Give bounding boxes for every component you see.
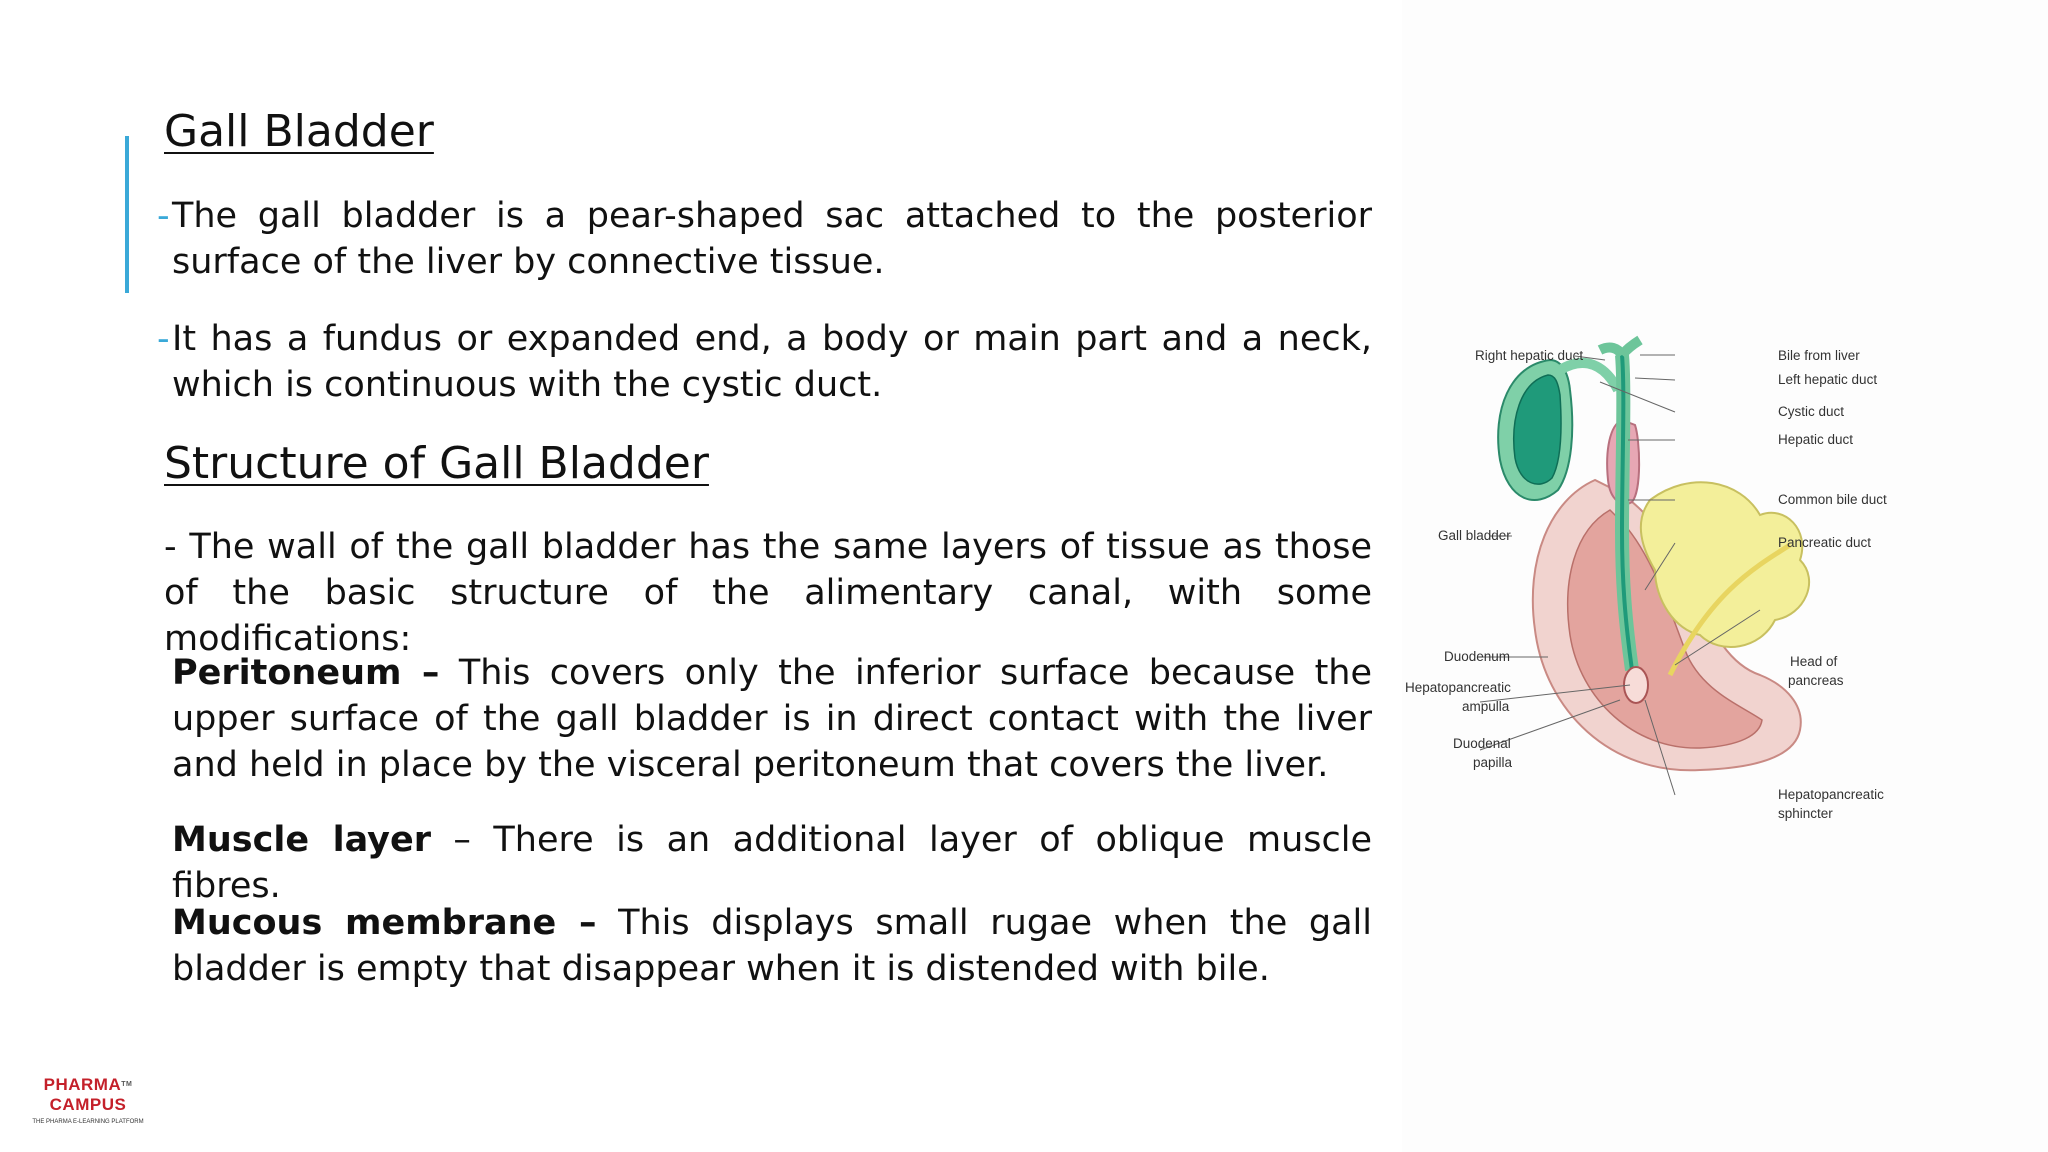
page-title: Gall Bladder bbox=[164, 106, 434, 157]
label-bile-from-liver: Bile from liver bbox=[1778, 348, 1860, 363]
logo-line2: CAMPUS bbox=[49, 1095, 127, 1114]
paragraph-gallbladder-description bbox=[157, 193, 1372, 285]
bullet-dash: - bbox=[157, 196, 170, 236]
paragraph-wall-layers: - The wall of the gall bladder has the same layers of tissue as those of the basic structure of the alimentary canal, with some modifications: bbox=[164, 527, 1372, 659]
label-hepatopancreatic: Hepatopancreatic bbox=[1405, 680, 1511, 695]
label-common-bile-duct: Common bile duct bbox=[1778, 492, 1887, 507]
paragraph-peritoneum bbox=[172, 650, 1372, 788]
muscle-text: – There is an additional layer of oblique muscle fibres. bbox=[172, 820, 1372, 906]
label-pancreatic-duct: Pancreatic duct bbox=[1778, 535, 1872, 550]
term-muscle-layer: Muscle layer bbox=[172, 820, 431, 860]
logo-tagline: THE PHARMA E-LEARNING PLATFORM bbox=[32, 1119, 144, 1125]
label-gall-bladder: Gall bladder bbox=[1438, 528, 1511, 543]
label-pancreas: pancreas bbox=[1788, 673, 1844, 688]
gall-bladder-diagram bbox=[1400, 330, 1900, 830]
label-ampulla: ampulla bbox=[1462, 699, 1510, 714]
label-duodenum: Duodenum bbox=[1444, 649, 1511, 664]
term-mucous-membrane: Mucous membrane – bbox=[172, 903, 597, 943]
paragraph-text: It has a fundus or expanded end, a body or main part and a neck, which is continuous with the cystic duct. bbox=[172, 319, 1372, 405]
label-hepatic-duct: Hepatic duct bbox=[1778, 432, 1854, 447]
pharma-campus-logo bbox=[28, 1075, 148, 1125]
mucous-text: This displays small rugae when the gall bladder is empty that disappear when it is distended with bile. bbox=[172, 903, 1372, 989]
label-papilla: papilla bbox=[1473, 755, 1513, 770]
label-right-hepatic-duct: Right hepatic duct bbox=[1475, 348, 1584, 363]
label-hepatopancreatic-sphincter-line1: Hepatopancreatic bbox=[1778, 787, 1884, 802]
logo-line1 bbox=[28, 1075, 148, 1095]
label-left-hepatic-duct: Left hepatic duct bbox=[1778, 372, 1878, 387]
peritoneum-text: This covers only the inferior surface because the upper surface of the gall bladder is in direct contact with the liver and held in place by the visceral peritoneum that covers the liver. bbox=[172, 653, 1373, 785]
label-cystic-duct: Cystic duct bbox=[1778, 404, 1845, 419]
accent-bar bbox=[125, 136, 129, 293]
label-head-of: Head of bbox=[1790, 654, 1838, 669]
logo-trademark: TM bbox=[121, 1081, 133, 1088]
term-peritoneum: Peritoneum – bbox=[172, 653, 440, 693]
paragraph-text: The gall bladder is a pear-shaped sac attached to the posterior surface of the liver by connective tissue. bbox=[172, 196, 1372, 282]
paragraph-mucous-membrane bbox=[172, 900, 1372, 992]
paragraph-gallbladder-parts bbox=[157, 316, 1372, 408]
label-duodenal: Duodenal bbox=[1453, 736, 1511, 751]
paragraph-muscle-layer bbox=[172, 817, 1372, 909]
logo-line1-text: PHARMA bbox=[43, 1075, 122, 1094]
section-heading-structure: Structure of Gall Bladder bbox=[164, 438, 709, 489]
left-hepatic-duct-vessel bbox=[1622, 340, 1640, 355]
label-hepatopancreatic-sphincter-line2: sphincter bbox=[1778, 806, 1833, 821]
bullet-dash: - bbox=[157, 319, 170, 359]
